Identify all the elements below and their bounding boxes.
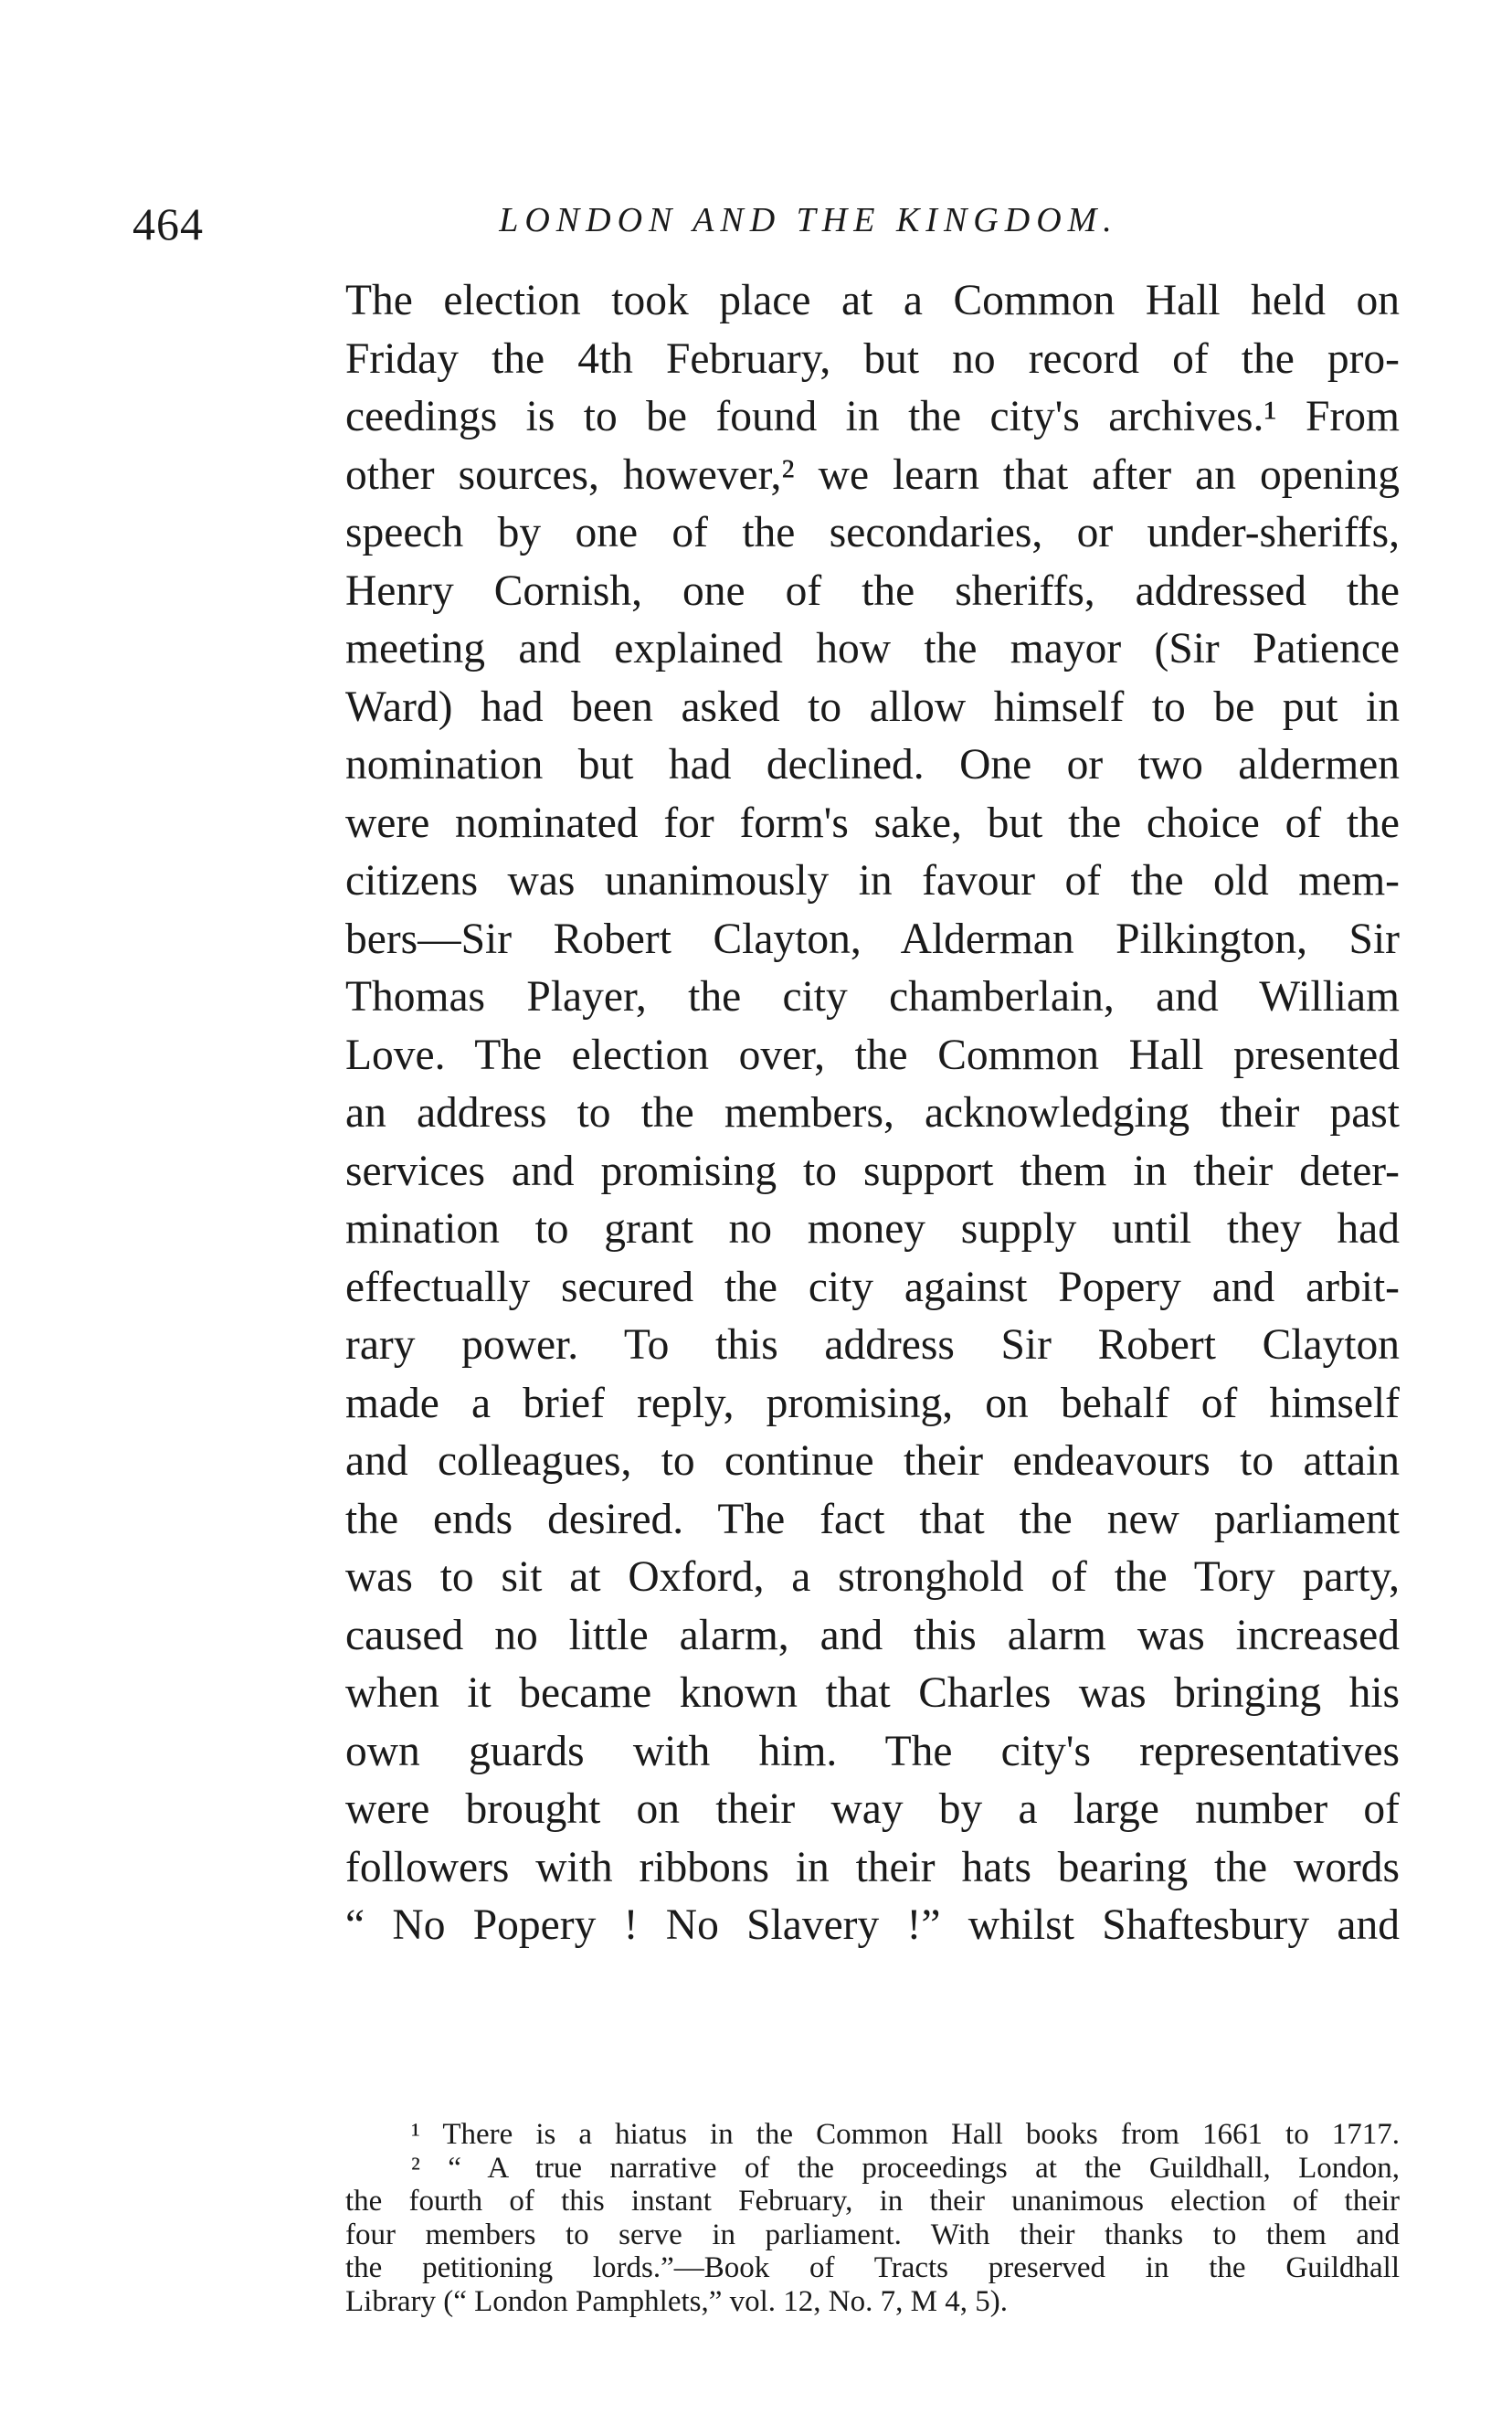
- text-line: citizens was unanimously in favour of the old mem-: [345, 857, 1400, 905]
- text-line: followers with ribbons in their hats bearing the words: [345, 1843, 1400, 1891]
- text-line: effectually secured the city against Popery and arbit-: [345, 1263, 1400, 1311]
- text-line: an address to the members, acknowledging their past: [345, 1089, 1400, 1137]
- text-line: Thomas Player, the city chamberlain, and William: [345, 973, 1400, 1021]
- footnote-line: the petitioning lords.”—Book of Tracts preserved in the Guildhall: [345, 2251, 1400, 2284]
- text-line: “ No Popery ! No Slavery !” whilst Shaftesbury and: [345, 1901, 1400, 1949]
- text-line: Friday the 4th February, but no record of the pro-: [345, 334, 1400, 383]
- text-line: own guards with him. The city's representatives: [345, 1727, 1400, 1775]
- footnote-line: the fourth of this instant February, in their unanimous election of their: [345, 2185, 1400, 2218]
- running-title: LONDON AND THE KINGDOM.: [499, 201, 1118, 239]
- footnote-line: Library (“ London Pamphlets,” vol. 12, No. 7, M 4, 5).: [345, 2284, 1008, 2318]
- text-line: caused no little alarm, and this alarm was increased: [345, 1611, 1400, 1659]
- text-line: Ward) had been asked to allow himself to be put in: [345, 683, 1400, 731]
- text-line: the ends desired. The fact that the new parliament: [345, 1495, 1400, 1543]
- footnote-line: ¹ There is a hiatus in the Common Hall books from 1661 to 1717.: [411, 2118, 1400, 2151]
- page-number: 464: [132, 198, 204, 249]
- text-line: nomination but had declined. One or two aldermen: [345, 741, 1400, 789]
- text-line: were brought on their way by a large number of: [345, 1785, 1400, 1833]
- text-line: were nominated for form's sake, but the choice of the: [345, 799, 1400, 847]
- text-line: other sources, however,² we learn that after an opening: [345, 450, 1400, 499]
- text-line: Love. The election over, the Common Hall presented: [345, 1031, 1400, 1079]
- text-line: rary power. To this address Sir Robert Clayton: [345, 1321, 1400, 1369]
- footnote-line: four members to serve in parliament. With their thanks to them and: [345, 2218, 1400, 2251]
- text-line: mination to grant no money supply until they had: [345, 1205, 1400, 1253]
- text-line: meeting and explained how the mayor (Sir Patience: [345, 625, 1400, 672]
- text-line: when it became known that Charles was bringing his: [345, 1669, 1400, 1717]
- text-line: services and promising to support them in their deter-: [345, 1147, 1400, 1195]
- text-line: The election took place at a Common Hall held on: [345, 277, 1400, 324]
- body-text: [345, 272, 1400, 1955]
- text-line: ceedings is to be found in the city's archives.¹ From: [345, 393, 1400, 440]
- text-line: was to sit at Oxford, a stronghold of the Tory party,: [345, 1553, 1400, 1601]
- text-line: speech by one of the secondaries, or under-sheriffs,: [345, 509, 1400, 556]
- text-line: and colleagues, to continue their endeavours to attain: [345, 1437, 1400, 1485]
- footnotes: [345, 2118, 1400, 2318]
- text-line: Henry Cornish, one of the sheriffs, addressed the: [345, 566, 1400, 615]
- text-line: made a brief reply, promising, on behalf of himself: [345, 1379, 1400, 1427]
- footnote-line: ² “ A true narrative of the proceedings at the Guildhall, London,: [411, 2151, 1400, 2185]
- text-line: bers—Sir Robert Clayton, Alderman Pilkington, Sir: [345, 915, 1400, 963]
